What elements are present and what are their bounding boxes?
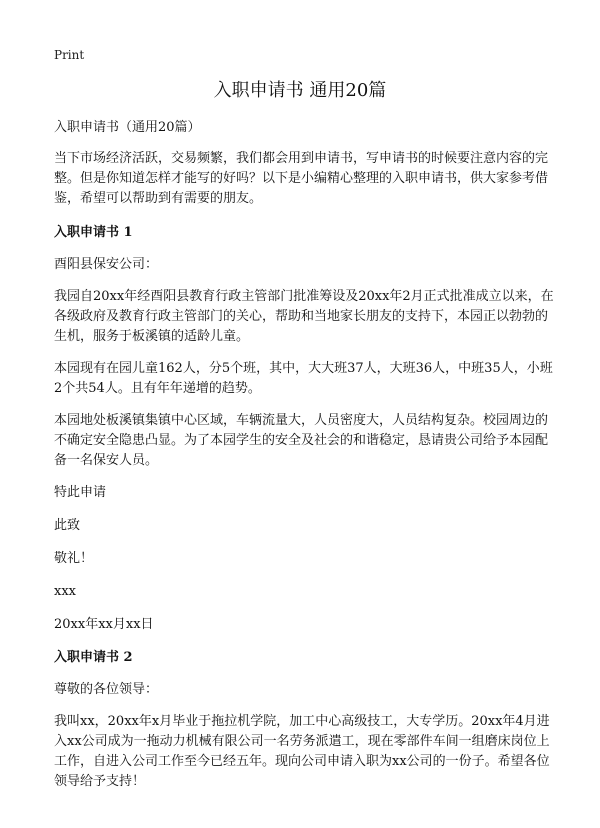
section1-closing-1: 此致 bbox=[54, 518, 81, 533]
section1-paragraph-2: 本园现有在园儿童162人，分5个班，其中，大大班37人，大班36人，中班35人，小班2个共54人。且有年年递增的趋势。 bbox=[54, 361, 553, 396]
intro-paragraph: 当下市场经济活跃，交易频繁，我们都会用到申请书，写申请书的时候要注意内容的完整。但是你知道怎样才能写的好吗？以下是小编精心整理的入职申请书，供大家参考借鉴，希望可以帮助到有需要的朋友。 bbox=[54, 151, 549, 206]
document-body bbox=[54, 118, 554, 804]
section1-request: 特此申请 bbox=[54, 485, 107, 500]
section-heading-1: 入职申请书 1 bbox=[54, 225, 133, 240]
print-label: Print bbox=[54, 48, 85, 62]
section1-date: 20xx年xx月xx日 bbox=[54, 617, 154, 632]
section2-salutation: 尊敬的各位领导： bbox=[54, 682, 159, 697]
page-title: 入职申请书 通用20篇 bbox=[213, 80, 387, 101]
section1-paragraph-1: 我园自20xx年经酉阳县教育行政主管部门批准筹设及20xx年2月正式批准成立以来，在各级政府及教育行政主管部门的关心，帮助和当地家长朋友的支持下，本园正以勃勃的生机，服务于板溪镇的适龄儿童。 bbox=[54, 289, 554, 344]
section-heading-2: 入职申请书 2 bbox=[54, 650, 133, 665]
section1-paragraph-3: 本园地处板溪镇集镇中心区域，车辆流量大，人员密度大，人员结构复杂。校园周边的不确定安全隐患凸显。为了本园学生的安全及社会的和谐稳定，恳请贵公司给予本园配备一名保安人员。 bbox=[54, 413, 549, 468]
section1-salutation: 酉阳县保安公司： bbox=[54, 257, 159, 272]
section1-signer: xxx bbox=[54, 584, 76, 599]
section2-paragraph-1: 我叫xx，20xx年x月毕业于拖拉机学院，加工中心高级技工，大专学历。20xx年4月进入xx公司成为一拖动力机械有限公司一名劳务派遣工，现在零部件车间一组磨床岗位上工作，自进入公司工作至今已经五年。现向公司申请入职为xx公司的一份子。希望各位领导给予支持！ bbox=[54, 714, 550, 789]
section1-closing-2: 敬礼！ bbox=[54, 551, 94, 566]
document-subtitle: 入职申请书（通用20篇） bbox=[54, 120, 201, 135]
